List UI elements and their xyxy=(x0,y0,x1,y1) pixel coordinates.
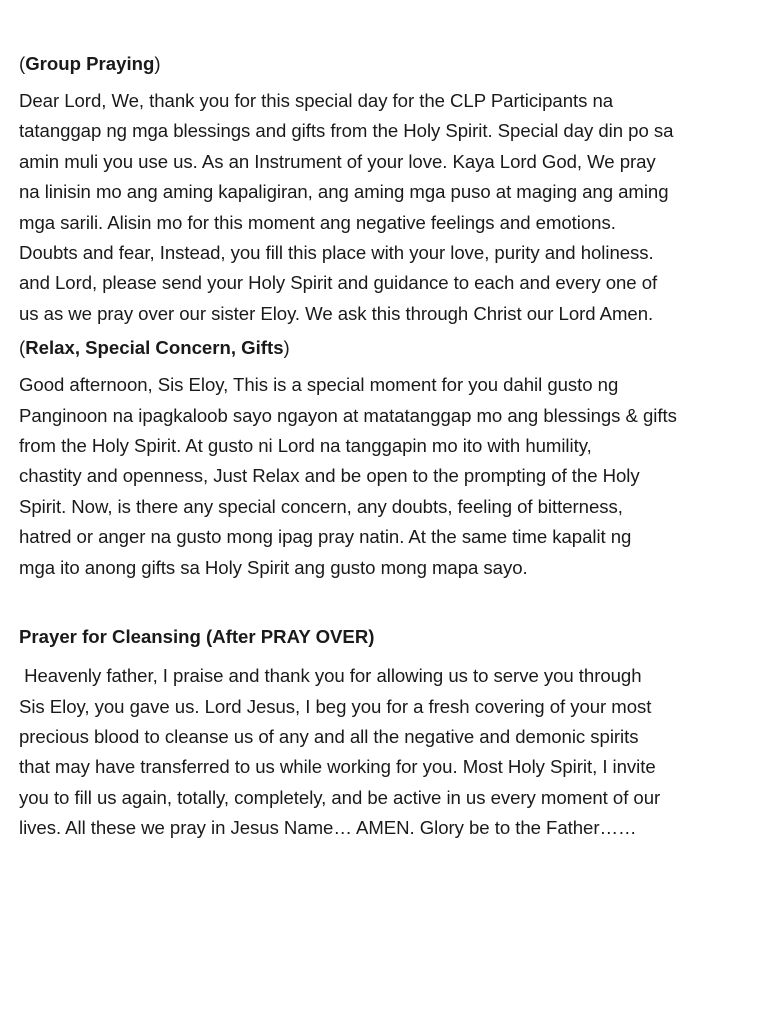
text-line: Good afternoon, Sis Eloy, This is a special moment for you dahil gusto ng xyxy=(19,374,619,396)
text-line: precious blood to cleanse us of any and all the negative and demonic spirits xyxy=(19,725,639,747)
text-line: Spirit. Now, is there any special concern, any doubts, feeling of bitterness, xyxy=(19,495,623,517)
text-line: Sis Eloy, you gave us. Lord Jesus, I beg you for a fresh covering of your most xyxy=(19,695,652,717)
text-line: from the Holy Spirit. At gusto ni Lord na tanggapin mo ito with humility, xyxy=(19,435,592,457)
text-line: lives. All these we pray in Jesus Name… AMEN. Glory be to the Father…… xyxy=(19,817,637,839)
text-line: na linisin mo ang aming kapaligiran, ang aming mga puso at maging ang aming xyxy=(19,181,669,203)
text-line: us as we pray over our sister Eloy. We ask this through Christ our Lord Amen. xyxy=(19,302,654,324)
heading-close-paren: ) xyxy=(154,53,161,74)
heading-bold-text: Prayer for Cleansing (After PRAY OVER) xyxy=(19,626,375,648)
text-line: and Lord, please send your Holy Spirit and guidance to each and every one of xyxy=(19,272,658,294)
paragraph-prayer-for-cleansing xyxy=(19,661,748,843)
text-line: Panginoon na ipagkaloob sayo ngayon at matatanggap mo ang blessings & gifts xyxy=(19,404,677,426)
section-heading-prayer-for-cleansing xyxy=(19,625,748,649)
heading-open-paren: ( xyxy=(19,53,26,74)
text-line: that may have transferred to us while working for you. Most Holy Spirit, I invite xyxy=(19,756,656,778)
text-line: tatanggap ng mga blessings and gifts from the Holy Spirit. Special day din po sa xyxy=(19,120,674,142)
text-line: mga ito anong gifts sa Holy Spirit ang gusto mong mapa sayo. xyxy=(19,556,528,578)
section-heading-relax-concern-gifts xyxy=(19,336,748,360)
paragraph-group-praying xyxy=(19,86,748,329)
text-line: mga sarili. Alisin mo for this moment ang negative feelings and emotions. xyxy=(19,211,616,233)
heading-close-paren: ) xyxy=(283,337,290,359)
heading-bold-text: Group Praying xyxy=(25,53,155,74)
text-line: Doubts and fear, Instead, you fill this place with your love, purity and holiness. xyxy=(19,242,654,264)
text-line: you to fill us again, totally, completely, and be active in us every moment of our xyxy=(19,786,661,808)
text-line: amin muli you use us. As an Instrument of your love. Kaya Lord God, We pray xyxy=(19,150,656,172)
text-line: hatred or anger na gusto mong ipag pray natin. At the same time kapalit ng xyxy=(19,526,632,548)
text-line: Dear Lord, We, thank you for this special day for the CLP Participants na xyxy=(19,90,614,111)
text-line: chastity and openness, Just Relax and be open to the prompting of the Holy xyxy=(19,465,640,487)
section-heading-group-praying xyxy=(19,52,748,76)
heading-open-paren: ( xyxy=(19,337,26,359)
paragraph-relax-concern-gifts xyxy=(19,370,748,583)
heading-bold-text: Relax, Special Concern, Gifts xyxy=(25,337,284,359)
text-line: Heavenly father, I praise and thank you for allowing us to serve you through xyxy=(19,665,642,687)
